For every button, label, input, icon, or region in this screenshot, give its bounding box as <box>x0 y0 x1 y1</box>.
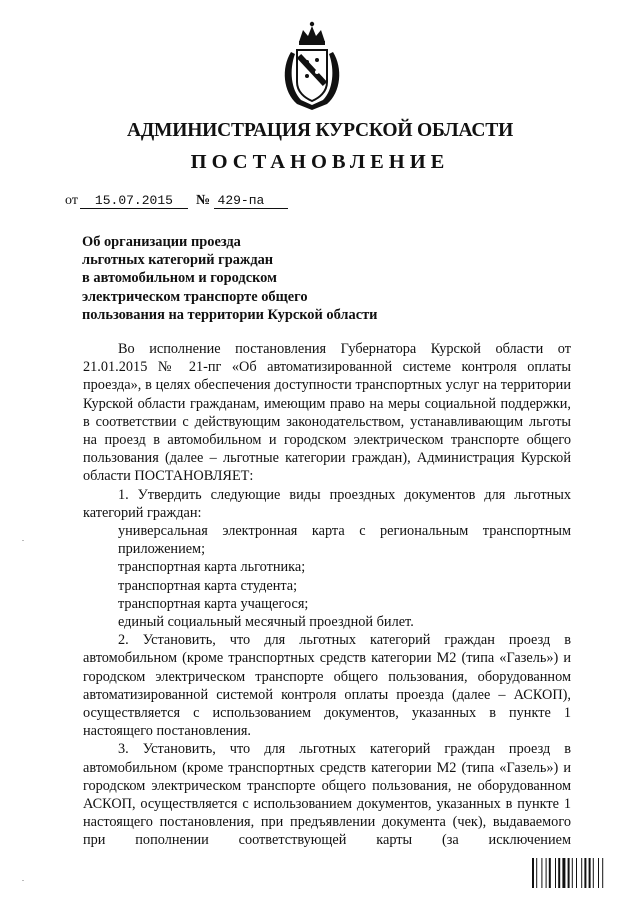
paragraph-3: 3. Установить, что для льготных категорий граждан проезд в автомобильном (кроме транспортных средств категории М2 (типа «Газель») и городском электрическом транспорте общего пользования, не оборудованном АСКОП, осуществляется с использованием документов, указанных в пункте 1 настоящего постановления, при предъявлении документа (чек), выдаваемого при пополнении соответствующей карты (за исключением <box>83 741 571 849</box>
scan-mark <box>22 540 24 541</box>
subject-line: в автомобильном и городском <box>82 270 277 287</box>
number-label: № <box>195 193 211 208</box>
list-item: универсальная электронная карта с региональным транспортным приложением; <box>118 523 571 558</box>
kursk-coat-of-arms-icon <box>277 20 347 112</box>
subject-line: Об организации проезда <box>82 234 241 250</box>
list-item: транспортная карта льготника; <box>118 559 306 576</box>
subject-line: пользования на территории Курской области <box>82 306 378 323</box>
paragraph-1: 1. Утвердить следующие виды проездных документов для льготных категорий граждан: <box>83 486 571 521</box>
document-type-title: ПОСТАНОВЛЕНИЕ <box>190 151 450 173</box>
document-body <box>83 340 571 850</box>
document-date: 15.07.2015 <box>80 194 188 209</box>
document-number: 429-па <box>214 194 288 209</box>
organization-name: АДМИНИСТРАЦИЯ КУРСКОЙ ОБЛАСТИ <box>126 120 514 141</box>
subject-line: льготных категорий граждан <box>82 252 274 269</box>
subject-line: электрическом транспорте общего <box>82 288 308 305</box>
list-item: единый социальный месячный проездной билет. <box>118 614 414 631</box>
barcode-icon <box>532 858 614 888</box>
list-item: транспортная карта студента; <box>118 577 298 594</box>
date-number-line <box>65 193 288 209</box>
preamble-paragraph: Во исполнение постановления Губернатора Курской области от 21.01.2015 № 21-пг «Об автоматизированной системе контроля оплаты проезда», в целях обеспечения доступности транспортных услуг на территории Курской области гражданам, имеющим право на меры социальной поддержки, в соответствии с действующим законодательством, устанавливающим льготы на проезд в автомобильном и городском электрическом транспорте общего пользования (далее – льготные категории граждан), Администрация Курской области ПОСТАНОВЛЯЕТ: <box>83 341 571 485</box>
paragraph-2: 2. Установить, что для льготных категорий граждан проезд в автомобильном (кроме транспортных средств категории М2 (типа «Газель») и городском электрическом транспорте общего пользования, оборудованном автоматизированной системой контроля оплаты проезда (далее – АСКОП), осуществляется с использованием документов, указанных в пункте 1 настоящего постановления. <box>83 632 571 740</box>
date-prefix-label: от <box>65 193 78 208</box>
document-subject <box>82 233 377 324</box>
scan-mark <box>22 880 24 881</box>
list-item: транспортная карта учащегося; <box>118 595 309 612</box>
